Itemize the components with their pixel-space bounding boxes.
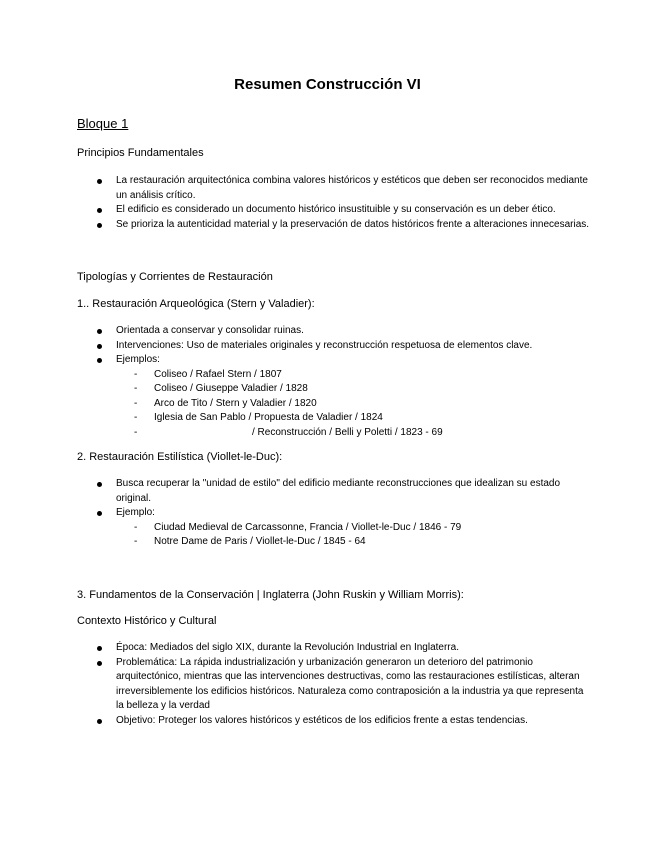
bullet-icon xyxy=(97,511,102,516)
bullet-icon xyxy=(97,482,102,487)
bullet-icon xyxy=(97,661,102,666)
contexto-list xyxy=(93,641,593,728)
list-item: Orientada a conservar y consolidar ruinas. xyxy=(93,324,593,339)
dash-icon: - xyxy=(134,397,138,409)
document-title: Resumen Construcción VI xyxy=(234,76,421,93)
list-item: Ejemplo: - Ciudad Medieval de Carcassonne, Francia / Viollet-le-Duc / 1846 - 79 - Notre Dame de Paris / Viollet-le-Duc / 1845 - 64 xyxy=(93,506,593,550)
bullet-icon xyxy=(97,329,102,334)
list-item: Ejemplos: - Coliseo / Rafael Stern / 1807 - Coliseo / Giuseppe Valadier / 1828 - Arco de Tito / Stern y Valadier / 1820 - Iglesia de San Pablo / Propuesta de Valadier / 1824 - / Reconstrucción / Belli y Poletti / 1823 - 69 xyxy=(93,353,593,440)
dash-icon: - xyxy=(134,536,138,547)
dash-icon: - xyxy=(134,383,138,394)
estilistica-list xyxy=(93,477,593,550)
heading-tipologias: Tipologías y Corrientes de Restauración xyxy=(77,271,273,283)
example-item: - Arco de Tito / Stern y Valadier / 1820 xyxy=(116,397,593,412)
block-label: Bloque 1 xyxy=(77,116,129,131)
example-item: - Coliseo / Giuseppe Valadier / 1828 xyxy=(116,382,593,397)
dash-icon: - xyxy=(134,368,138,380)
example-item: - / Reconstrucción / Belli y Poletti / 1823 - 69 xyxy=(116,426,593,441)
dash-icon: - xyxy=(134,412,138,423)
examples-list xyxy=(116,521,593,550)
dash-icon: - xyxy=(134,521,138,533)
example-item: - Ciudad Medieval de Carcassonne, Francia / Viollet-le-Duc / 1846 - 79 xyxy=(116,521,593,536)
list-item: La restauración arquitectónica combina valores históricos y estéticos que deben ser reconocidos mediante un análisis crítico. xyxy=(93,174,593,203)
list-item: Se prioriza la autenticidad material y la preservación de datos históricos frente a alteraciones innecesarias. xyxy=(93,218,593,233)
bullet-icon xyxy=(97,179,102,184)
heading-estilistica: 2. Restauración Estilística (Viollet-le-Duc): xyxy=(77,451,283,463)
bullet-icon xyxy=(97,646,102,651)
arqueologica-list xyxy=(93,324,593,440)
example-item: - Notre Dame de Paris / Viollet-le-Duc / 1845 - 64 xyxy=(116,535,593,550)
heading-principios: Principios Fundamentales xyxy=(77,147,204,159)
bullet-icon xyxy=(97,344,102,349)
list-item: Busca recuperar la "unidad de estilo" del edificio mediante reconstrucciones que idealizan su estado original. xyxy=(93,477,593,506)
heading-contexto: Contexto Histórico y Cultural xyxy=(77,615,217,627)
dash-icon: - xyxy=(134,426,138,438)
principios-list xyxy=(93,174,593,232)
list-item: Objetivo: Proteger los valores históricos y estéticos de los edificios frente a estas tendencias. xyxy=(93,714,593,729)
heading-conservacion: 3. Fundamentos de la Conservación | Inglaterra (John Ruskin y William Morris): xyxy=(77,589,464,601)
list-item: El edificio es considerado un documento histórico insustituible y su conservación es un deber ético. xyxy=(93,203,593,218)
example-item: - Coliseo / Rafael Stern / 1807 xyxy=(116,368,593,383)
list-item: Época: Mediados del siglo XIX, durante la Revolución Industrial en Inglaterra. xyxy=(93,641,593,656)
list-item: Problemática: La rápida industrialización y urbanización generaron un deterioro del patrimonio arquitectónico, mientras que las intervenciones destructivas, como las restauraciones estilísticas, alteran irreversiblemente los edificios históricos. Naturaleza como contraposición a la industria ya que representa la belleza y la verdad xyxy=(93,656,593,714)
bullet-icon xyxy=(97,358,102,363)
examples-list xyxy=(116,368,593,441)
heading-arqueologica: 1.. Restauración Arqueológica (Stern y Valadier): xyxy=(77,298,315,310)
bullet-icon xyxy=(97,208,102,213)
bullet-icon xyxy=(97,719,102,724)
list-item: Intervenciones: Uso de materiales originales y reconstrucción respetuosa de elementos clave. xyxy=(93,339,593,354)
bullet-icon xyxy=(97,223,102,228)
example-item: - Iglesia de San Pablo / Propuesta de Valadier / 1824 xyxy=(116,411,593,426)
